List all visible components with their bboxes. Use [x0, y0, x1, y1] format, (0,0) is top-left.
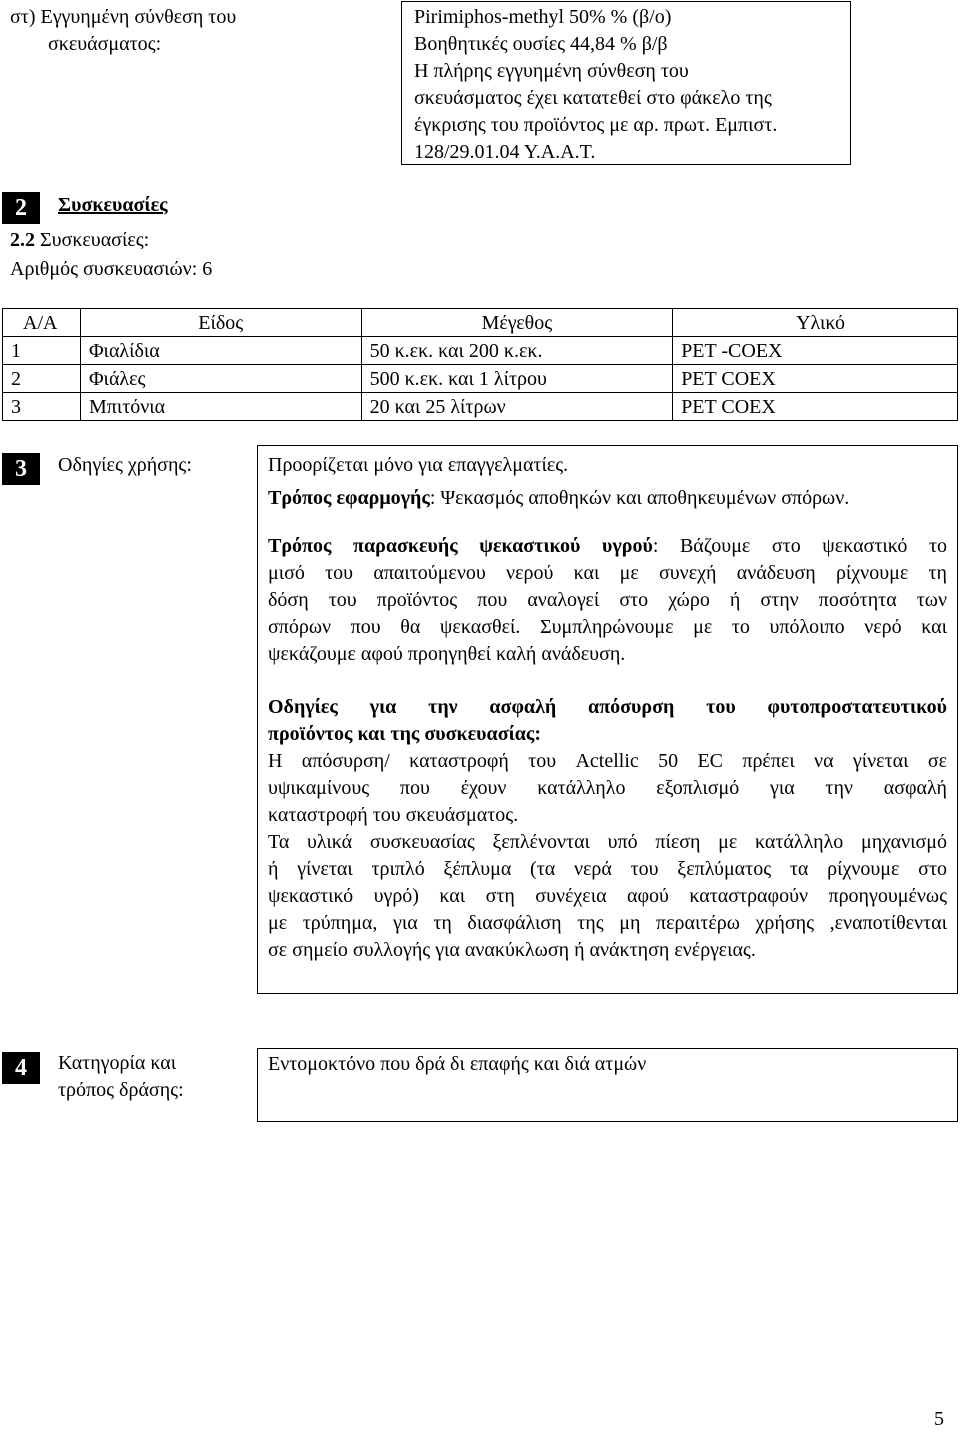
prep-line	[268, 533, 947, 560]
usage-application	[268, 485, 947, 512]
section-3-label: Οδηγίες χρήσης:	[58, 454, 192, 476]
disposal-line: με τρύπημα, για τη διασφάλιση της μη περαιτέρω χρήσης ,εναποτίθενται	[268, 912, 947, 934]
table-cell: Φιαλίδια	[80, 337, 361, 365]
section-2-title: Συσκευασίες	[58, 194, 168, 216]
table-cell: PET COEX	[673, 393, 958, 421]
application-text: : Ψεκασμός αποθηκών και αποθηκευμένων σπόρων.	[429, 487, 850, 509]
composition-line: Η πλήρης εγγυημένη σύνθεση του	[414, 60, 689, 82]
prep-paragraph	[268, 533, 947, 668]
prep-line: ψεκάζουμε αφού προηγηθεί καλή ανάδευση.	[268, 643, 626, 665]
section-4-number: 4	[2, 1052, 40, 1084]
composition-line: σκευάσματος έχει κατατεθεί στο φάκελο της	[414, 87, 772, 109]
disposal-line: ή γίνεται τριπλό ξέπλυμα (τα νερά του ξεπλύματος τα ρίχνουμε στο	[268, 858, 947, 880]
table-cell: 20 και 25 λίτρων	[361, 393, 673, 421]
composition-line: έγκρισης του προϊόντος με αρ. πρωτ. Εμπιστ.	[414, 114, 778, 136]
table-row	[3, 393, 958, 421]
table-header-cell: Μέγεθος	[361, 309, 673, 337]
packaging-count: Αριθμός συσκευασιών: 6	[10, 258, 213, 280]
composition-line: Βοηθητικές ουσίες 44,84 % β/β	[414, 33, 668, 55]
disposal-line: Τα υλικά συσκευασίας ξεπλένονται υπό πίεση με κατάλληλο μηχανισμό	[268, 831, 947, 853]
table-cell: PET -COEX	[673, 337, 958, 365]
disposal-paragraph	[268, 694, 947, 964]
disposal-title: Οδηγίες για την ασφαλή απόσυρση του φυτοπροστατευτικού	[268, 696, 947, 718]
table-header-row	[3, 309, 958, 337]
prep-text: : Βάζουμε στο ψεκαστικό το	[652, 535, 947, 557]
application-label: Τρόπος εφαρμογής	[268, 487, 430, 509]
usage-box	[257, 445, 958, 994]
table-cell: 2	[3, 365, 81, 393]
composition-label-line1: στ) Εγγυημένη σύνθεση του	[10, 6, 237, 28]
disposal-line: Η απόσυρση/ καταστροφή του Actellic 50 EC πρέπει να γίνεται σε	[268, 750, 947, 772]
disposal-title: προϊόντος και της συσκευασίας:	[268, 723, 542, 745]
disposal-line: καταστροφή του σκευάσματος.	[268, 804, 519, 826]
section-2-number: 2	[2, 192, 40, 224]
table-row	[3, 337, 958, 365]
table-cell: 3	[3, 393, 81, 421]
table-cell: PET COEX	[673, 365, 958, 393]
table-header-cell: Υλικό	[673, 309, 958, 337]
prep-line: σπόρων που θα ψεκασθεί. Συμπληρώνουμε με το υπόλοιπο νερό και	[268, 616, 947, 638]
composition-label	[10, 4, 390, 58]
composition-box	[401, 1, 851, 165]
section-4-label	[58, 1050, 184, 1104]
table-row	[3, 365, 958, 393]
packaging-table	[2, 308, 958, 421]
section-4-label-line2: τρόπος δράσης:	[58, 1079, 184, 1101]
table-cell: 1	[3, 337, 81, 365]
table-cell: Μπιτόνια	[80, 393, 361, 421]
action-box	[257, 1048, 958, 1122]
prep-label: Τρόπος παρασκευής ψεκαστικού υγρού	[268, 535, 653, 557]
disposal-line: σε σημείο συλλογής για ανακύκλωση ή ανάκτηση ενέργειας.	[268, 939, 756, 961]
table-header-cell: Α/Α	[3, 309, 81, 337]
composition-line: Pirimiphos-methyl 50% % (β/ο)	[414, 6, 672, 28]
table-cell: 50 κ.εκ. και 200 κ.εκ.	[361, 337, 673, 365]
disposal-line: υψικαμίνους που έχουν κατάλληλο εξοπλισμό για την ασφαλή	[268, 777, 947, 799]
prep-line: δόση του προϊόντος που αναλογεί στο χώρο ή στην ποσότητα των	[268, 589, 947, 611]
section-3-number: 3	[2, 453, 40, 485]
section-4-label-line1: Κατηγορία και	[58, 1052, 177, 1074]
table-cell: Φιάλες	[80, 365, 361, 393]
disposal-line: ψεκαστικό υγρό) και στη συνέχεια αφού καταστραφούν προηγουμένως	[268, 885, 947, 907]
usage-professional: Προορίζεται μόνο για επαγγελματίες.	[268, 454, 569, 476]
composition-label-line2: σκευάσματος:	[48, 33, 162, 55]
table-header-cell: Είδος	[80, 309, 361, 337]
table-cell: 500 κ.εκ. και 1 λίτρου	[361, 365, 673, 393]
section-2-subtitle	[10, 227, 149, 254]
prep-line: μισό του απαιτούμενου νερού και με συνεχή ανάδευση ρίχνουμε τη	[268, 562, 947, 584]
section-2-sub-label: Συσκευασίες:	[35, 229, 150, 251]
page-number: 5	[934, 1408, 944, 1430]
section-2-sub-number: 2.2	[10, 229, 35, 251]
composition-line: 128/29.01.04 Υ.Α.Α.Τ.	[414, 141, 596, 163]
action-text: Εντομοκτόνο που δρά δι επαφής και διά ατμών	[268, 1053, 647, 1075]
